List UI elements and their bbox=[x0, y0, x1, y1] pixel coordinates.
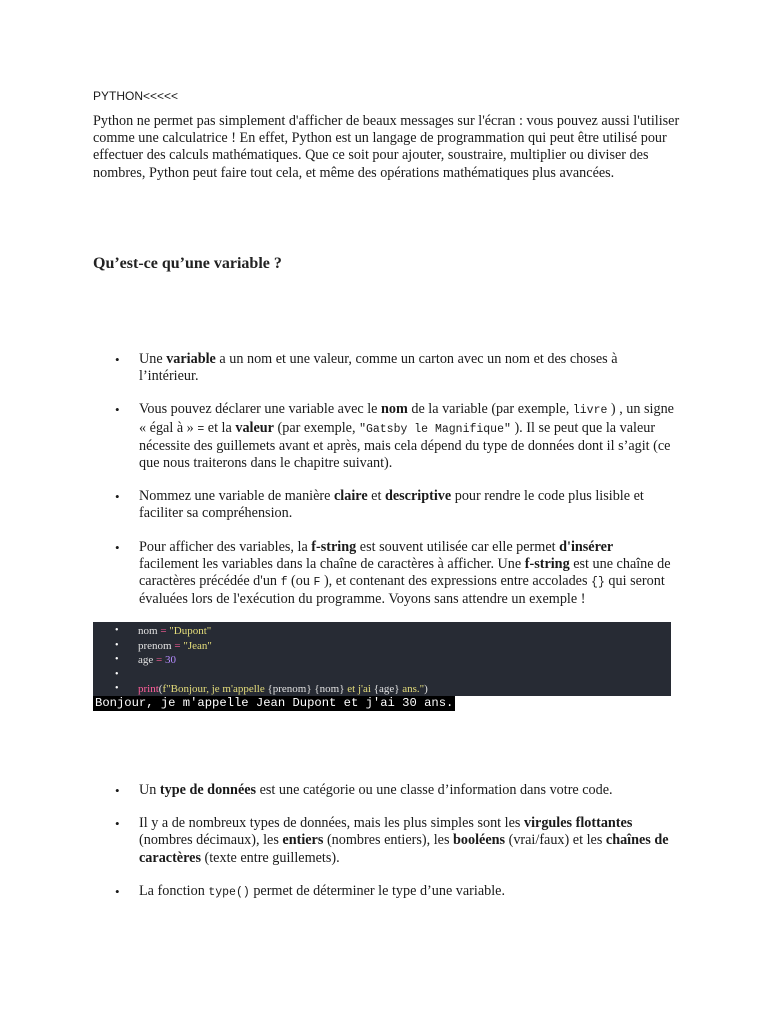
text: ). Il se peut que la valeur nécessite des guillemets avant et après, mais cela dépend du type de données dont il s’agit (ce que nous traiterons dans le chapitre suivant). bbox=[139, 419, 671, 472]
bold-text: variable bbox=[166, 351, 216, 367]
bold-text: d'insérer bbox=[559, 538, 614, 555]
code-line-print bbox=[138, 682, 428, 697]
text: ) , un signe « égal à » bbox=[139, 401, 674, 436]
text: La fonction bbox=[139, 882, 209, 899]
bold-text: claire bbox=[334, 488, 368, 505]
inline-code: F bbox=[313, 576, 321, 590]
bullet-icon: • bbox=[115, 816, 120, 832]
code-line-nom bbox=[138, 624, 211, 639]
bullet-icon: • bbox=[115, 625, 119, 636]
bold-text: entiers bbox=[282, 832, 324, 849]
text: pour rendre le code plus lisible et faciliter sa compréhension. bbox=[139, 488, 644, 522]
code-paren: ( bbox=[158, 683, 163, 695]
code-operator: = bbox=[153, 654, 165, 666]
code-line-prenom bbox=[138, 639, 212, 654]
bold-text: descriptive bbox=[384, 488, 452, 505]
bold-text: valeur bbox=[235, 419, 274, 436]
text: Il y a de nombreux types de données, mais les plus simples sont les bbox=[139, 815, 524, 832]
text: Un bbox=[139, 782, 160, 798]
code-identifier: prenom bbox=[138, 639, 172, 652]
text: (nombres décimaux), les bbox=[139, 832, 283, 849]
bullet-icon: • bbox=[115, 639, 119, 651]
code-placeholder: {age} bbox=[373, 683, 400, 695]
text: permet de déterminer le type d’une variable. bbox=[249, 882, 506, 899]
bold-text: chaînes de caractères bbox=[139, 832, 669, 866]
text: et bbox=[367, 488, 385, 505]
text: Pour afficher des variables, la bbox=[139, 538, 312, 555]
bullet-item-variable-definition bbox=[93, 351, 675, 385]
code-block bbox=[93, 622, 671, 696]
data-types-bullet-list bbox=[93, 782, 675, 901]
text: est une chaîne de caractères précédée d'un bbox=[139, 555, 671, 590]
code-string: "Jean" bbox=[183, 639, 212, 652]
code-placeholder: {prenom} bbox=[267, 683, 312, 695]
bold-text: nom bbox=[381, 401, 408, 418]
code-paren: ) bbox=[424, 683, 428, 695]
code-identifier: age bbox=[138, 654, 154, 666]
bullet-item-f-string bbox=[93, 539, 675, 609]
text: (vrai/faux) et les bbox=[505, 832, 606, 849]
bullet-icon: • bbox=[115, 654, 119, 665]
bullet-item-data-type bbox=[93, 782, 675, 799]
inline-code: type() bbox=[208, 885, 250, 899]
bullet-item-type-kinds bbox=[93, 815, 675, 867]
text: (ou bbox=[291, 573, 310, 590]
code-placeholder: {nom} bbox=[314, 683, 345, 695]
bullet-icon: • bbox=[115, 783, 120, 798]
text: et la bbox=[207, 419, 236, 436]
text: Une bbox=[139, 351, 167, 367]
text: (par exemple, bbox=[273, 419, 356, 436]
bullet-item-type-function bbox=[93, 883, 675, 901]
bullet-icon: • bbox=[115, 668, 119, 680]
code-identifier: nom bbox=[138, 625, 158, 637]
text: est souvent utilisée car elle permet bbox=[356, 538, 560, 555]
text: (texte entre guillemets). bbox=[200, 849, 340, 866]
text: facilement les variables dans la chaîne de caractères à afficher. Une bbox=[139, 555, 525, 572]
bullet-icon: • bbox=[115, 683, 119, 694]
code-operator: = bbox=[171, 639, 184, 652]
bullet-item-declare-variable bbox=[93, 401, 675, 472]
intro-paragraph: Python ne permet pas simplement d'afficher de beaux messages sur l'écran : vous pouvez aussi l'utiliser comme une calculatrice ! En effet, Python est un langage de programmation qui peut être utilisé pour effectuer des calculs mathématiques. Que ce soit pour ajouter, soustraire, multiplier ou diviser des nombres, Python peut faire tout cela, et même des opérations mathématiques plus avancées. bbox=[93, 113, 680, 181]
code-string: "Dupont" bbox=[169, 625, 212, 637]
text: de la variable (par exemple, bbox=[407, 401, 570, 418]
section-heading-variable: Qu’est-ce qu’une variable ? bbox=[93, 255, 282, 272]
inline-code: "Gatsby le Magnifique" bbox=[359, 422, 511, 436]
inline-code: f bbox=[280, 576, 288, 590]
variable-bullet-list bbox=[93, 351, 675, 608]
bold-text: type de données bbox=[159, 782, 257, 798]
bullet-item-naming bbox=[93, 488, 675, 522]
code-string: ans." bbox=[399, 683, 425, 695]
console-output: Bonjour, je m'appelle Jean Dupont et j'ai 30 ans. bbox=[95, 696, 454, 710]
bold-text: booléens bbox=[453, 832, 506, 849]
inline-code: livre bbox=[572, 404, 608, 418]
text: est une catégorie ou une classe d’information dans votre code. bbox=[256, 782, 613, 798]
code-string: et j'ai bbox=[344, 683, 374, 695]
bullet-icon: • bbox=[115, 489, 120, 505]
bold-text: virgules flottantes bbox=[523, 815, 633, 832]
code-operator: = bbox=[157, 625, 170, 637]
text: a un nom et une valeur, comme un carton avec un nom et des choses à l’intérieur. bbox=[139, 351, 618, 385]
inline-code: = bbox=[197, 422, 205, 436]
bullet-icon: • bbox=[115, 352, 120, 367]
bullet-icon: • bbox=[115, 883, 120, 899]
text: (nombres entiers), les bbox=[323, 832, 454, 849]
code-string: f"Bonjour, je m'appelle bbox=[162, 683, 268, 695]
bullet-icon: • bbox=[115, 539, 120, 555]
text: Nommez une variable de manière bbox=[139, 488, 334, 505]
bold-text: f-string bbox=[524, 555, 570, 572]
document-header: PYTHON<<<<< bbox=[93, 89, 179, 103]
text: Vous pouvez déclarer une variable avec le bbox=[139, 401, 381, 418]
text: ), et contenant des expressions entre accolades bbox=[323, 573, 588, 590]
inline-code: {} bbox=[591, 576, 605, 590]
code-line-age bbox=[138, 653, 176, 668]
text: qui seront évaluées lors de l'exécution du programme. Voyons sans attendre un exemple ! bbox=[139, 573, 665, 608]
code-number: 30 bbox=[164, 654, 176, 666]
bold-text: f-string bbox=[311, 538, 357, 555]
bullet-icon: • bbox=[115, 402, 120, 418]
code-function: print bbox=[138, 683, 159, 695]
